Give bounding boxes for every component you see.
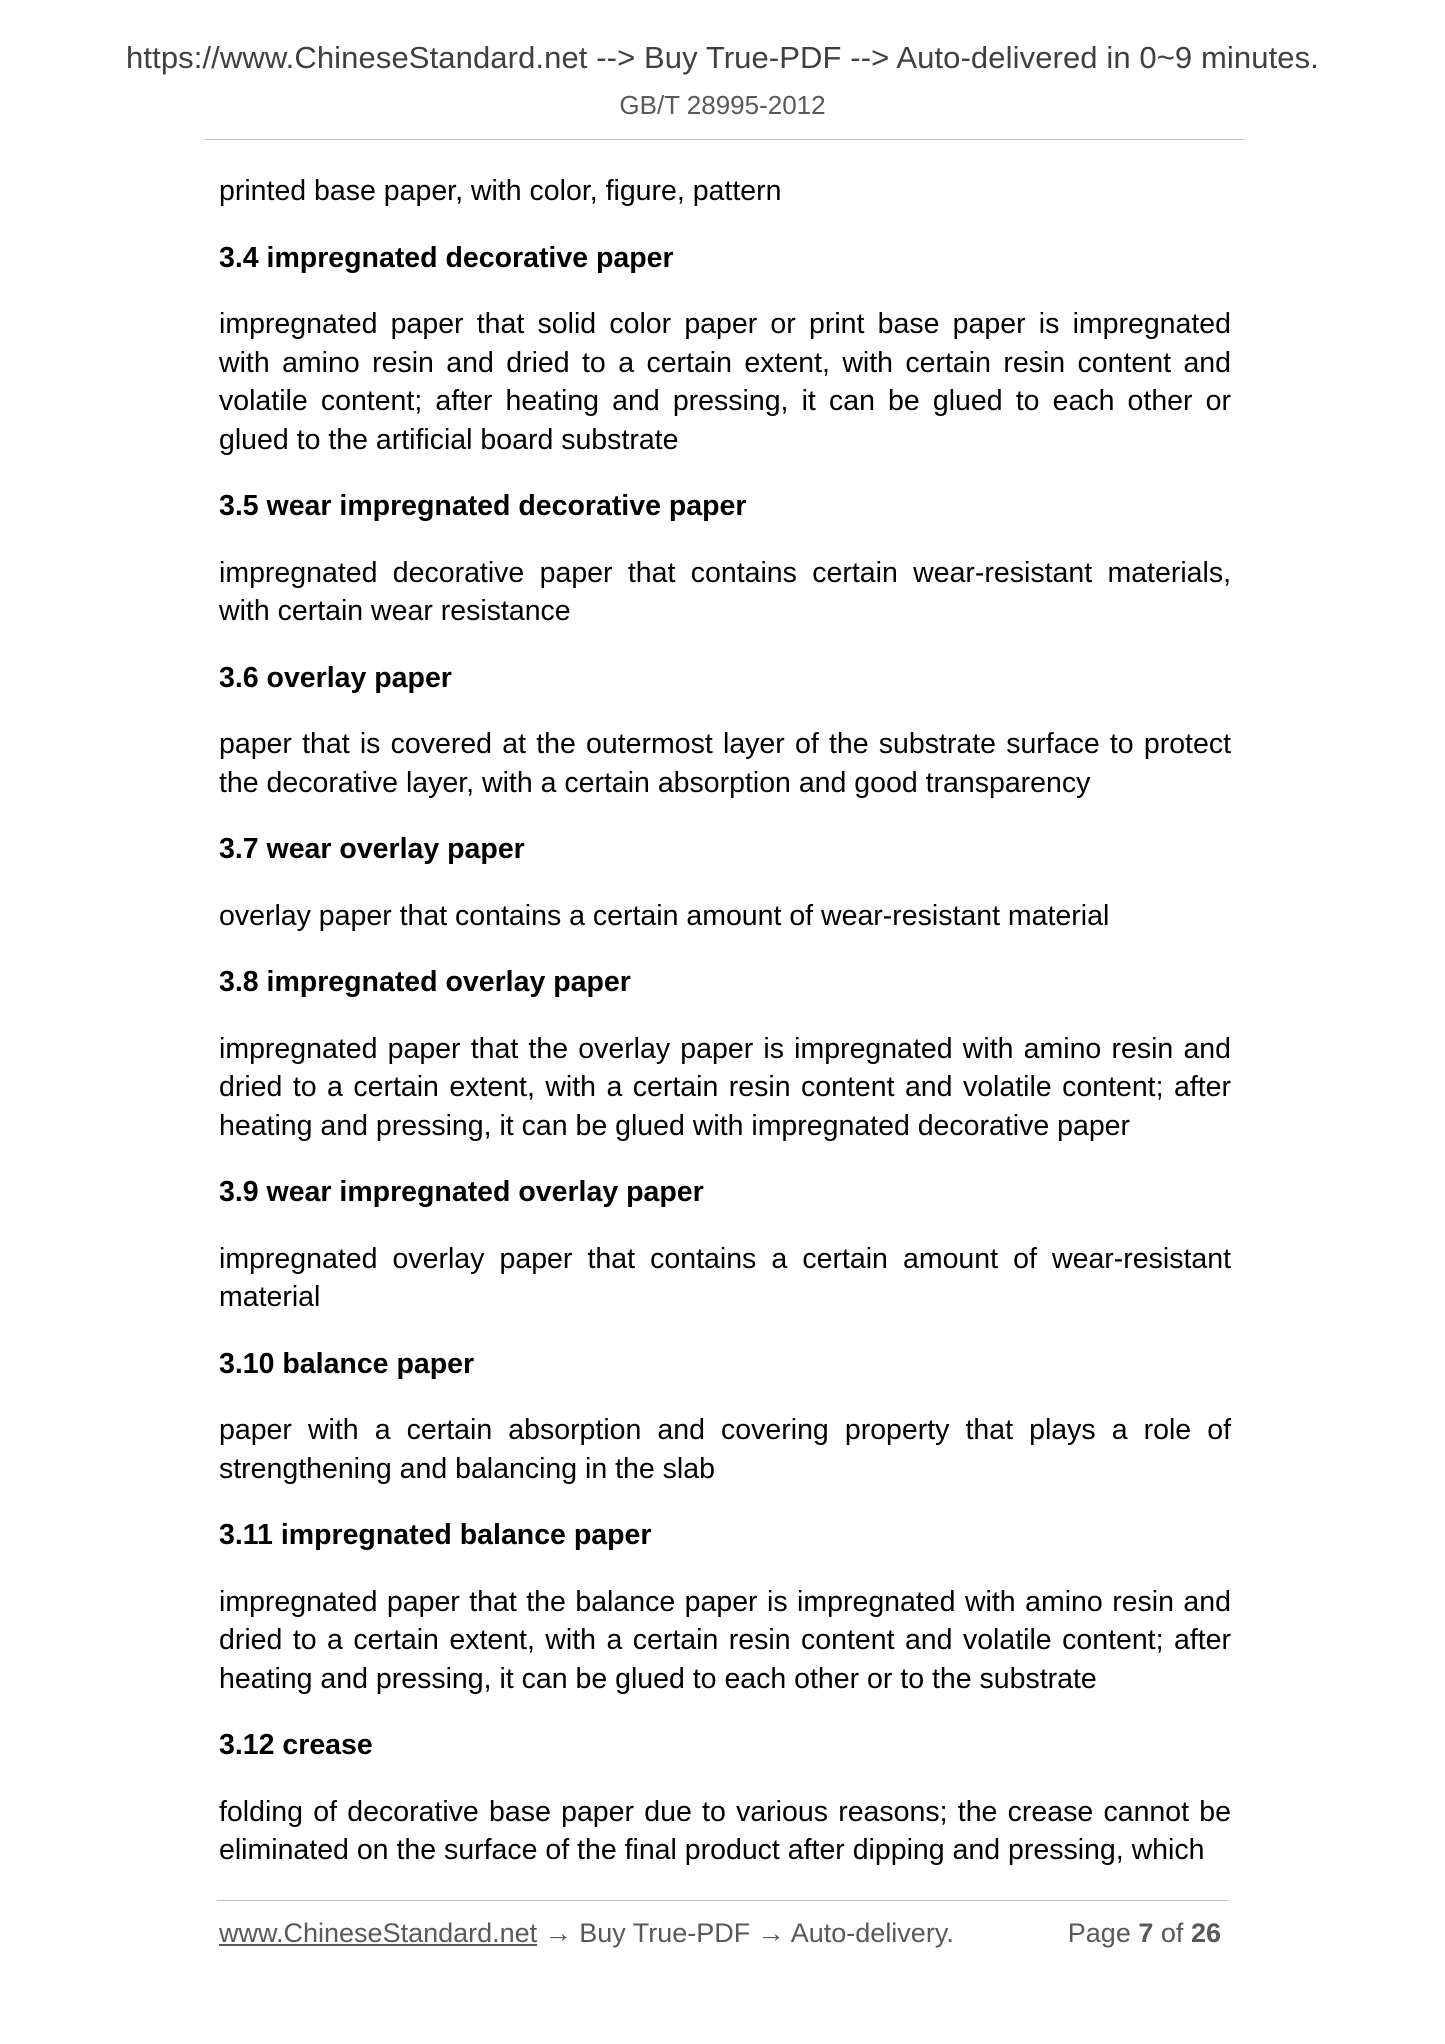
paragraph: impregnated decorative paper that contains certain wear-resistant materials, with certain wear resistance	[219, 556, 1231, 627]
document-body	[219, 172, 1231, 1898]
footer-site-link[interactable]: www.ChineseStandard.net	[219, 1918, 538, 1948]
paragraph: impregnated paper that the overlay paper is impregnated with amino resin and dried to a certain extent, with a certain resin content and volatile content; after heating and pressing, it can be glued with impregnated decorative paper	[219, 1032, 1231, 1142]
term-heading: 3.4 impregnated decorative paper	[219, 241, 674, 274]
term-heading: 3.5 wear impregnated decorative paper	[219, 490, 747, 522]
footer-promo	[219, 1918, 954, 1949]
term-heading: 3.6 overlay paper	[219, 661, 452, 694]
term-heading: 3.11 impregnated balance paper	[219, 1519, 652, 1551]
paragraph: impregnated overlay paper that contains a certain amount of wear-resistant material	[219, 1242, 1231, 1313]
total-pages-number: 26	[1190, 1918, 1221, 1948]
paragraph: paper with a certain absorption and covering property that plays a role of strengthening and balancing in the slab	[219, 1414, 1231, 1485]
paragraph: overlay paper that contains a certain amount of wear-resistant material	[219, 899, 1110, 932]
term-heading: 3.7 wear overlay paper	[219, 833, 525, 865]
current-page-number: 7	[1138, 1918, 1154, 1948]
standard-code: GB/T 28995-2012	[619, 90, 826, 120]
page-of-label: of	[1160, 1918, 1184, 1948]
footer-divider	[217, 1900, 1229, 1901]
footer-tagline: → Buy True-PDF → Auto-delivery.	[537, 1918, 954, 1948]
paragraph: impregnated paper that solid color paper or print base paper is impregnated with amino resin and dried to a certain extent, with certain resin content and volatile content; after heating and pressing, it can be glued to each other or glued to the artificial board substrate	[219, 308, 1231, 456]
paragraph: folding of decorative base paper due to various reasons; the crease cannot be eliminated on the surface of the final product after dipping and pressing, which	[219, 1795, 1231, 1866]
term-heading: 3.8 impregnated overlay paper	[219, 966, 631, 998]
page-label: Page	[1067, 1918, 1131, 1948]
paragraph: impregnated paper that the balance paper is impregnated with amino resin and dried to a certain extent, with a certain resin content and volatile content; after heating and pressing, it can be glued to each other or to the substrate	[219, 1585, 1231, 1695]
header-divider	[205, 139, 1245, 140]
paragraph: printed base paper, with color, figure, pattern	[219, 175, 782, 207]
term-heading: 3.9 wear impregnated overlay paper	[219, 1176, 704, 1208]
term-heading: 3.10 balance paper	[219, 1347, 475, 1380]
site-banner[interactable]: https://www.ChineseStandard.net --> Buy True-PDF --> Auto-delivered in 0~9 minutes.	[126, 40, 1319, 75]
page-indicator	[1068, 1918, 1221, 1949]
paragraph: paper that is covered at the outermost layer of the substrate surface to protect the decorative layer, with a certain absorption and good transparency	[219, 728, 1231, 799]
term-heading: 3.12 crease	[219, 1729, 373, 1761]
